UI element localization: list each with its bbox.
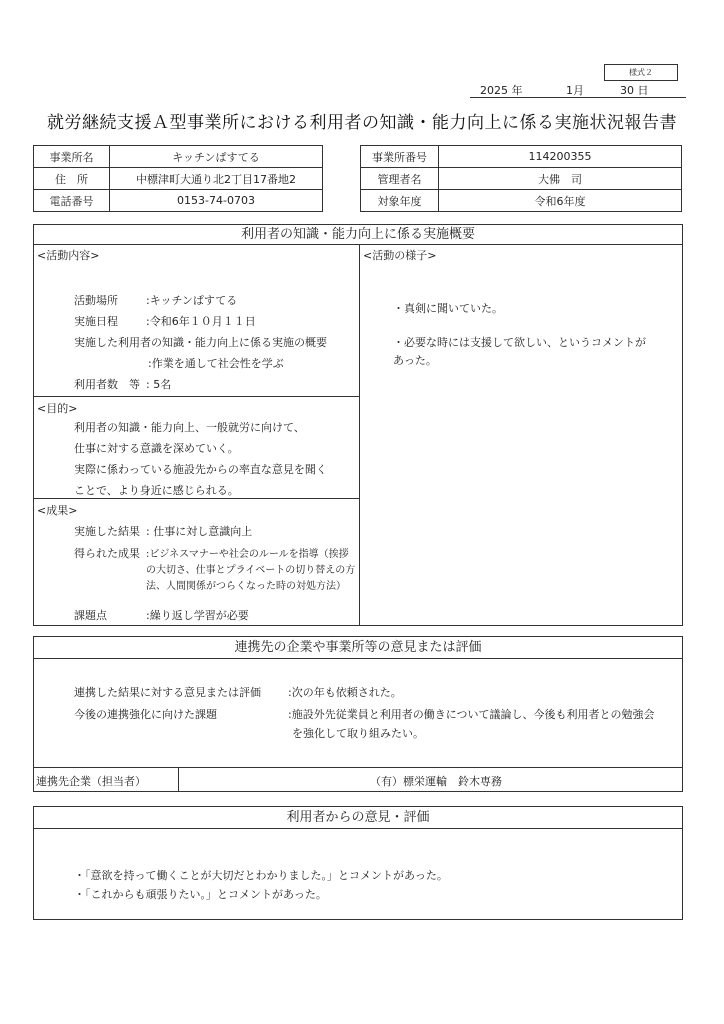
facility-info-table: [33, 145, 323, 212]
date-label: 実施日程: [74, 315, 118, 328]
info-row: [34, 146, 323, 168]
purpose-label: <目的>: [37, 402, 78, 415]
date-month: 1月: [566, 84, 584, 97]
overview-label: 実施した利用者の知識・能力向上に係る実施の概要: [74, 336, 327, 349]
info-row: [361, 168, 682, 190]
gained-line: :ビジネスマナーや社会のルールを指導（挨拶: [146, 549, 349, 560]
results-label: <成果>: [37, 504, 78, 517]
date-year: 2025 年: [480, 84, 523, 97]
overview-value: :作業を通して社会性を学ぶ: [148, 357, 284, 370]
info-value: 中標津町大通り北2丁目17番地2: [110, 168, 323, 190]
count-value: : 5名: [146, 378, 172, 391]
issue-label: 課題点: [74, 609, 107, 622]
partner-opinion-value: :次の年も依頼された。: [288, 686, 402, 699]
user-feedback-section: [33, 806, 683, 920]
user-feedback-line: ・「これからも頑張りたい。」とコメントがあった。: [74, 888, 327, 901]
partner-issue-line: :施設外先従業員と利用者の働きについて議論し、今後も利用者との勉強会: [288, 708, 655, 721]
results-divider: [33, 498, 360, 499]
gained-line: の大切さ、仕事とプライベートの切り替えの方: [146, 565, 356, 576]
contact-col-divider: [178, 767, 179, 792]
state-line: あった。: [393, 354, 437, 367]
form-number-tag: 様式２: [604, 64, 678, 81]
partner-heading: 連携先の企業や事業所等の意見または評価: [34, 637, 682, 659]
facility-admin-table: [360, 145, 682, 212]
info-value: 0153-74-0703: [110, 190, 323, 212]
info-row: [34, 168, 323, 190]
place-label: 活動場所: [74, 294, 118, 307]
done-label: 実施した結果: [74, 525, 140, 538]
user-feedback-heading: 利用者からの意見・評価: [34, 807, 682, 829]
purpose-line: 仕事に対する意識を深めていく。: [74, 442, 239, 455]
state-line: ・必要な時には支援して欲しい、というコメントが: [393, 336, 646, 349]
date-day: 30 日: [620, 84, 649, 97]
info-label: 対象年度: [361, 190, 439, 212]
activity-label: <活動内容>: [37, 249, 100, 262]
summary-divider: [359, 244, 360, 626]
contact-divider: [33, 767, 683, 768]
done-value: : 仕事に対し意識向上: [146, 525, 253, 538]
info-label: 事業所番号: [361, 146, 439, 168]
state-label: <活動の様子>: [363, 249, 437, 262]
info-row: [361, 146, 682, 168]
summary-heading: 利用者の知識・能力向上に係る実施概要: [34, 225, 682, 245]
info-label: 電話番号: [34, 190, 110, 212]
purpose-line: 利用者の知識・能力向上、一般就労に向けて、: [74, 421, 305, 434]
date-value: :令和6年１０月１１日: [146, 315, 256, 328]
info-value: 令和6年度: [439, 190, 682, 212]
info-label: 管理者名: [361, 168, 439, 190]
gained-label: 得られた成果: [74, 547, 140, 560]
partner-issue-line: を強化して取り組みたい。: [292, 727, 424, 740]
purpose-line: 実際に係わっている施設先からの率直な意見を聞く: [74, 463, 327, 476]
partner-issue-label: 今後の連携強化に向けた課題: [74, 708, 217, 721]
count-label: 利用者数 等: [74, 378, 140, 391]
contact-value: （有）標栄運輸 鈴木専務: [370, 775, 502, 788]
info-value: キッチンぱすてる: [110, 146, 323, 168]
user-feedback-line: ・「意欲を持って働くことが大切だとわかりました。」とコメントがあった。: [74, 869, 448, 882]
contact-label: 連携先企業（担当者）: [36, 775, 146, 788]
page-title: 就労継続支援Ａ型事業所における利用者の知識・能力向上に係る実施状況報告書: [47, 113, 677, 133]
info-row: [361, 190, 682, 212]
purpose-divider: [33, 396, 360, 397]
info-value: 大佛 司: [439, 168, 682, 190]
info-label: 住 所: [34, 168, 110, 190]
purpose-line: ことで、より身近に感じられる。: [74, 484, 239, 497]
gained-line: 法、人間関係がつらくなった時の対処方法）: [146, 581, 346, 592]
info-row: [34, 190, 323, 212]
issue-value: :繰り返し学習が必要: [146, 609, 249, 622]
state-line: ・真剣に聞いていた。: [393, 302, 503, 315]
report-date: [470, 82, 686, 98]
partner-opinion-label: 連携した結果に対する意見または評価: [74, 686, 261, 699]
info-label: 事業所名: [34, 146, 110, 168]
place-value: :キッチンぱすてる: [146, 294, 238, 307]
info-value: 114200355: [439, 146, 682, 168]
